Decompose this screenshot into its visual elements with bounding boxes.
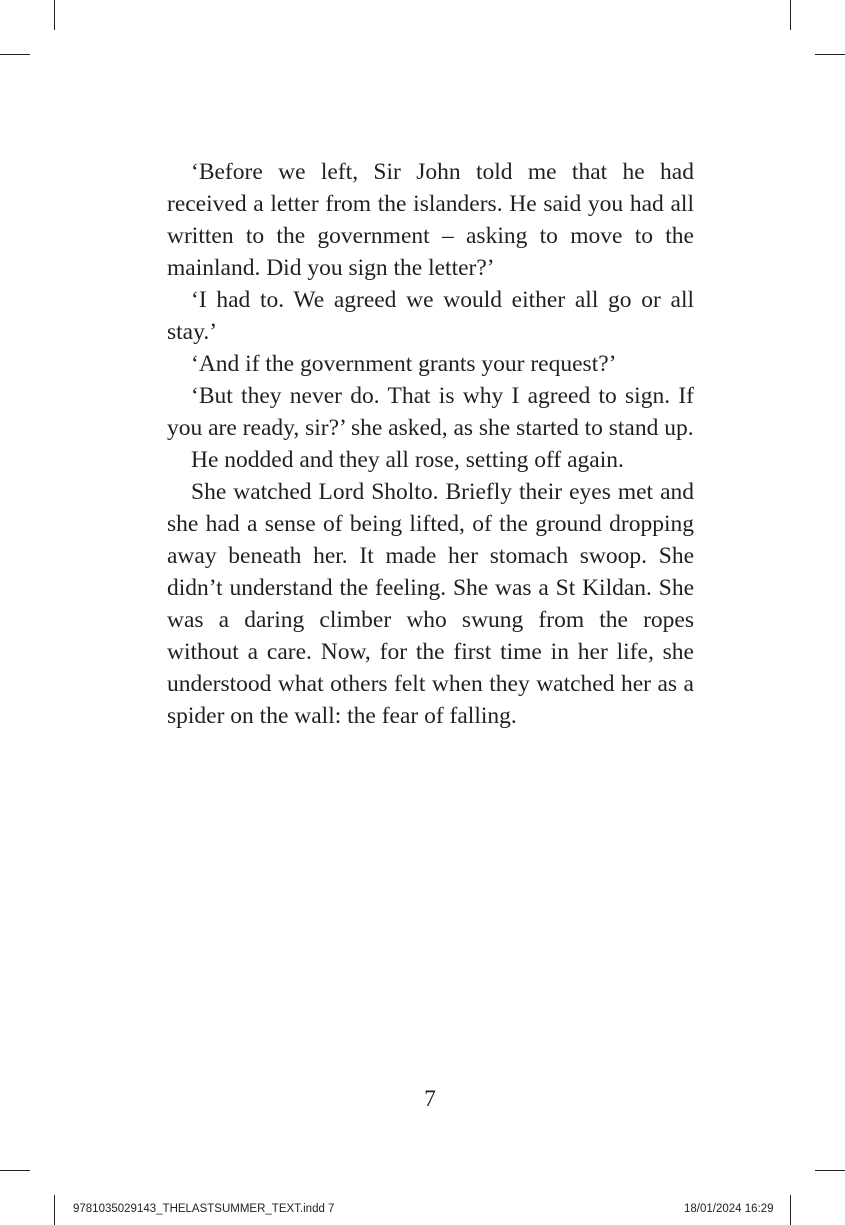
crop-mark-top-left <box>54 0 55 30</box>
crop-mark-top-left-horizontal <box>0 54 30 55</box>
paragraph: ‘Before we left, Sir John told me that he had received a letter from the islanders. He said you had all written to the government – asking to move to the mainland. Did you sign the letter?’ <box>167 159 694 281</box>
crop-mark-top-right <box>790 0 791 30</box>
slug-filename: 9781035029143_THELASTSUMMER_TEXT.indd 7 <box>73 1203 335 1215</box>
paragraph: She watched Lord Sholto. Briefly their eyes met and she had a sense of being lifted, of the ground dropping away beneath her. It made her stomach swoop. She didn’t understand the feeling. She was a St Kildan. She was a daring climber who swung from the ropes without a care. Now, for the first time in her life, she understood what others felt when they watched her as a spider on the wall: the fear of falling. <box>167 479 694 729</box>
crop-mark-bottom-left-horizontal <box>0 1170 30 1171</box>
paragraph: ‘I had to. We agreed we would either all go or all stay.’ <box>167 287 694 345</box>
crop-mark-top-right-horizontal <box>815 54 845 55</box>
crop-mark-bottom-right <box>790 1195 791 1225</box>
paragraph: ‘And if the government grants your request?’ <box>191 351 617 377</box>
body-text <box>167 156 694 732</box>
paragraph: ‘But they never do. That is why I agreed to sign. If you are ready, sir?’ she asked, as she started to stand up. <box>167 383 694 441</box>
slug-datetime: 18/01/2024 16:29 <box>684 1203 774 1215</box>
crop-mark-bottom-left <box>54 1195 55 1225</box>
page-number: 7 <box>424 1086 436 1112</box>
paragraph: He nodded and they all rose, setting off again. <box>191 447 624 473</box>
crop-mark-bottom-right-horizontal <box>815 1170 845 1171</box>
